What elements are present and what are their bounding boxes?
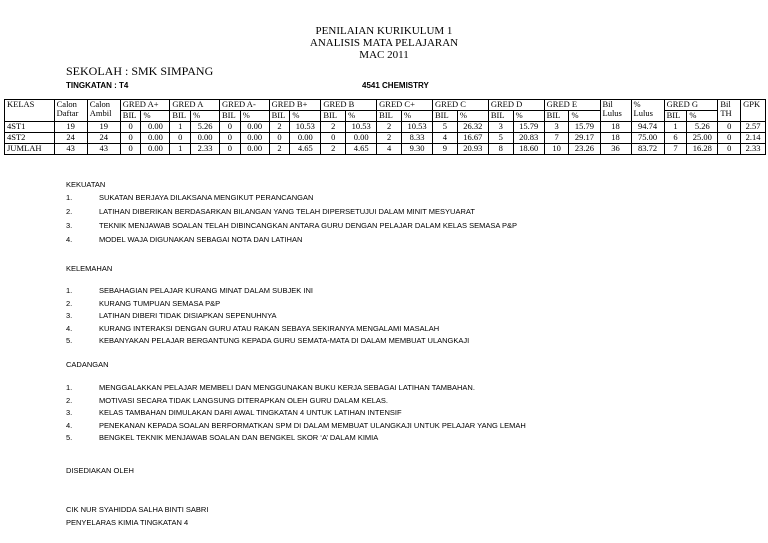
table-cell: 4	[377, 144, 402, 155]
subheader-bil: BIL	[120, 111, 141, 122]
table-cell: 43	[54, 144, 87, 155]
header-kelas: KELAS	[5, 100, 55, 122]
table-cell: 0	[220, 133, 241, 144]
table-cell: 1	[170, 144, 191, 155]
table-cell: 0	[718, 122, 741, 133]
table-cell: 3	[488, 122, 513, 133]
kelemahan-item-number: 4.	[66, 323, 73, 333]
table-cell: 20.93	[457, 144, 488, 155]
table-cell: 18	[600, 133, 631, 144]
table-cell: 0	[120, 133, 141, 144]
subheader-pct: %	[141, 111, 170, 122]
kekuatan-item-text: TEKNIK MENJAWAB SOALAN TELAH DIBINCANGKAN ANTARA GURU DENGAN PELAJAR DALAM KELAS SEMASA P&P	[99, 221, 518, 230]
table-cell: 0	[220, 144, 241, 155]
table-cell: 2	[321, 122, 346, 133]
subheader-bil: BIL	[664, 111, 687, 122]
table-cell: 4.65	[290, 144, 321, 155]
table-cell: 24	[54, 133, 87, 144]
table-cell: 0	[269, 133, 290, 144]
cadangan-heading: CADANGAN	[66, 360, 109, 369]
table-cell: 1	[170, 122, 191, 133]
kelemahan-item-number: 5.	[66, 336, 73, 345]
table-cell: 75.00	[631, 133, 664, 144]
header-grade: GRED B	[321, 100, 377, 111]
subheader-pct: %	[513, 111, 544, 122]
row-label: 4ST1	[5, 122, 55, 133]
kekuatan-heading: KEKUATAN	[66, 180, 106, 189]
kekuatan-item-number: 2.	[66, 207, 73, 216]
table-cell: 5.26	[191, 122, 220, 133]
form-level: TINGKATAN : T4	[66, 81, 129, 90]
cadangan-item-number: 3.	[66, 408, 73, 417]
subheader-pct: %	[240, 111, 269, 122]
kekuatan-item-text: SUKATAN BERJAYA DILAKSANA MENGIKUT PERANCANGAN	[99, 193, 314, 202]
kelemahan-item-text: LATIHAN DIBERI TIDAK DISIAPKAN SEPENUHNYA	[99, 311, 277, 320]
header-calon-daftar: Calon Daftar	[54, 100, 87, 122]
table-cell: 0.00	[290, 133, 321, 144]
kelemahan-item-number: 3.	[66, 311, 73, 320]
table-cell: 0.00	[191, 133, 220, 144]
table-cell: 0.00	[240, 144, 269, 155]
subheader-bil: BIL	[269, 111, 290, 122]
table-cell: 10.53	[290, 122, 321, 133]
table-cell: 83.72	[631, 144, 664, 155]
table-cell: 2.33	[741, 144, 766, 155]
table-cell: 5	[433, 122, 458, 133]
table-cell: 6	[664, 133, 687, 144]
header-grade: GRED A	[170, 100, 220, 111]
table-cell: 2	[377, 133, 402, 144]
table-cell: 94.74	[631, 122, 664, 133]
cadangan-item-text: MENGGALAKKAN PELAJAR MEMBELI DAN MENGGUNAKAN BUKU KERJA SEBAGAI LATIHAN TAMBAHAN.	[99, 383, 475, 392]
kekuatan-item-number: 4.	[66, 235, 73, 244]
report-subtitle: ANALISIS MATA PELAJARAN	[309, 37, 459, 49]
table-cell: 0	[321, 133, 346, 144]
preparer-position: PENYELARAS KIMIA TINGKATAN 4	[66, 518, 189, 527]
kelemahan-item-text: KEBANYAKAN PELAJAR BERGANTUNG KEPADA GURU SEMATA-MATA DI DALAM MEMBUAT ULANGKAJI	[99, 336, 470, 345]
cadangan-item-number: 1.	[66, 383, 73, 392]
table-cell: 7	[544, 133, 569, 144]
kelemahan-item-text: KURANG TUMPUAN SEMASA P&P	[99, 298, 221, 308]
table-cell: 2.33	[191, 144, 220, 155]
subheader-bil: BIL	[170, 111, 191, 122]
cadangan-item-text: KELAS TAMBAHAN DIMULAKAN DARI AWAL TINGKATAN 4 UNTUK LATIHAN INTENSIF	[99, 408, 402, 417]
table-cell: 0.00	[141, 122, 170, 133]
table-cell: 0.00	[240, 122, 269, 133]
header-gred-g: GRED G	[664, 100, 718, 111]
header-bil-th: Bil TH	[718, 100, 741, 122]
header-grade: GRED E	[544, 100, 600, 111]
table-cell: 18	[600, 122, 631, 133]
table-row	[5, 133, 766, 144]
table-cell: 43	[87, 144, 120, 155]
header-bil-lulus: Bil Lulus	[600, 100, 631, 122]
preparer-name: CIK NUR SYAHIDDA SALHA BINTI SABRI	[66, 505, 209, 514]
table-cell: 0	[120, 144, 141, 155]
table-cell: 0	[718, 133, 741, 144]
kekuatan-item-number: 3.	[66, 221, 73, 230]
subheader-pct: %	[191, 111, 220, 122]
subheader-pct: %	[401, 111, 432, 122]
subheader-bil: BIL	[544, 111, 569, 122]
report-title: PENILAIAN KURIKULUM 1	[315, 25, 453, 37]
table-cell: 9	[433, 144, 458, 155]
table-cell: 29.17	[569, 133, 600, 144]
table-cell: 15.79	[513, 122, 544, 133]
header-grade: GRED B+	[269, 100, 321, 111]
table-cell: 25.00	[687, 133, 718, 144]
table-cell: 16.28	[687, 144, 718, 155]
subheader-bil: BIL	[377, 111, 402, 122]
header-gpk: GPK	[741, 100, 766, 122]
subheader-pct: %	[290, 111, 321, 122]
table-cell: 0	[170, 133, 191, 144]
subheader-pct: %	[687, 111, 718, 122]
subject-code: 4541 CHEMISTRY	[362, 81, 429, 90]
table-cell: 3	[544, 122, 569, 133]
school-name: SEKOLAH : SMK SIMPANG	[66, 64, 214, 78]
table-cell: 2	[269, 122, 290, 133]
table-cell: 10.53	[401, 122, 432, 133]
table-cell: 0	[120, 122, 141, 133]
table-cell: 5.26	[687, 122, 718, 133]
kelemahan-item-text: KURANG INTERAKSI DENGAN GURU ATAU RAKAN SEBAYA SEKIRANYA MENGALAMI MASALAH	[99, 323, 440, 333]
subheader-bil: BIL	[488, 111, 513, 122]
kelemahan-item-number: 1.	[66, 286, 73, 295]
table-cell: 2	[377, 122, 402, 133]
cadangan-item-text: BENGKEL TEKNIK MENJAWAB SOALAN DAN BENGKEL SKOR ‘A’ DALAM KIMIA	[99, 433, 379, 442]
header-grade: GRED A+	[120, 100, 170, 111]
table-cell: 10.53	[346, 122, 377, 133]
table-cell: 7	[664, 144, 687, 155]
table-cell: 0.00	[346, 133, 377, 144]
table-cell: 9.30	[401, 144, 432, 155]
table-cell: 36	[600, 144, 631, 155]
table-cell: 2	[321, 144, 346, 155]
header-calon-ambil: Calon Ambil	[87, 100, 120, 122]
table-cell: 8	[488, 144, 513, 155]
table-cell: 0.00	[141, 133, 170, 144]
kelemahan-heading: KELEMAHAN	[66, 264, 113, 273]
kekuatan-item-number: 1.	[66, 193, 73, 202]
table-cell: 5	[488, 133, 513, 144]
subheader-bil: BIL	[220, 111, 241, 122]
report-date: MAC 2011	[359, 49, 409, 61]
table-cell: 20.83	[513, 133, 544, 144]
table-cell: 23.26	[569, 144, 600, 155]
table-cell: 0	[220, 122, 241, 133]
table-cell: 15.79	[569, 122, 600, 133]
table-cell: 0.00	[240, 133, 269, 144]
table-cell: 8.33	[401, 133, 432, 144]
subheader-pct: %	[569, 111, 600, 122]
header-grade: GRED D	[488, 100, 544, 111]
table-cell: 19	[87, 122, 120, 133]
header-grade: GRED C	[433, 100, 489, 111]
table-cell: 18.60	[513, 144, 544, 155]
table-cell: 16.67	[457, 133, 488, 144]
header-grade: GRED C+	[377, 100, 433, 111]
cadangan-item-text: MOTIVASI SECARA TIDAK LANGSUNG DITERAPKAN OLEH GURU DALAM KELAS.	[99, 395, 388, 405]
cadangan-item-number: 5.	[66, 433, 73, 442]
subheader-bil: BIL	[321, 111, 346, 122]
table-cell: 0.00	[141, 144, 170, 155]
table-row	[5, 122, 766, 133]
table-row	[5, 144, 766, 155]
prepared-by-label: DISEDIAKAN OLEH	[66, 466, 134, 475]
table-cell: 4.65	[346, 144, 377, 155]
row-label: 4ST2	[5, 133, 55, 144]
table-cell: 19	[54, 122, 87, 133]
table-cell: 4	[433, 133, 458, 144]
cadangan-item-number: 2.	[66, 395, 73, 405]
table-cell: 1	[664, 122, 687, 133]
cadangan-item-text: PENEKANAN KEPADA SOALAN BERFORMATKAN SPM DI DALAM MEMBUAT ULANGKAJI UNTUK PELAJAR YANG LEMAH	[99, 420, 526, 430]
table-cell: 24	[87, 133, 120, 144]
row-label: JUMLAH	[5, 144, 55, 155]
table-cell: 0	[718, 144, 741, 155]
subheader-bil: BIL	[433, 111, 458, 122]
table-cell: 2	[269, 144, 290, 155]
kelemahan-item-number: 2.	[66, 298, 73, 308]
results-table	[4, 99, 766, 155]
table-cell: 26.32	[457, 122, 488, 133]
table-cell: 10	[544, 144, 569, 155]
table-cell: 2.57	[741, 122, 766, 133]
header-pct-lulus: % Lulus	[631, 100, 664, 122]
kekuatan-item-text: LATIHAN DIBERIKAN BERDASARKAN BILANGAN YANG TELAH DIPERSETUJUI DALAM MINIT MESYUARAT	[99, 207, 475, 216]
kelemahan-item-text: SEBAHAGIAN PELAJAR KURANG MINAT DALAM SUBJEK INI	[99, 286, 313, 295]
header-grade: GRED A-	[220, 100, 270, 111]
kekuatan-item-text: MODEL WAJA DIGUNAKAN SEBAGAI NOTA DAN LATIHAN	[99, 235, 303, 244]
subheader-pct: %	[457, 111, 488, 122]
subheader-pct: %	[346, 111, 377, 122]
cadangan-item-number: 4.	[66, 420, 73, 430]
table-cell: 2.14	[741, 133, 766, 144]
